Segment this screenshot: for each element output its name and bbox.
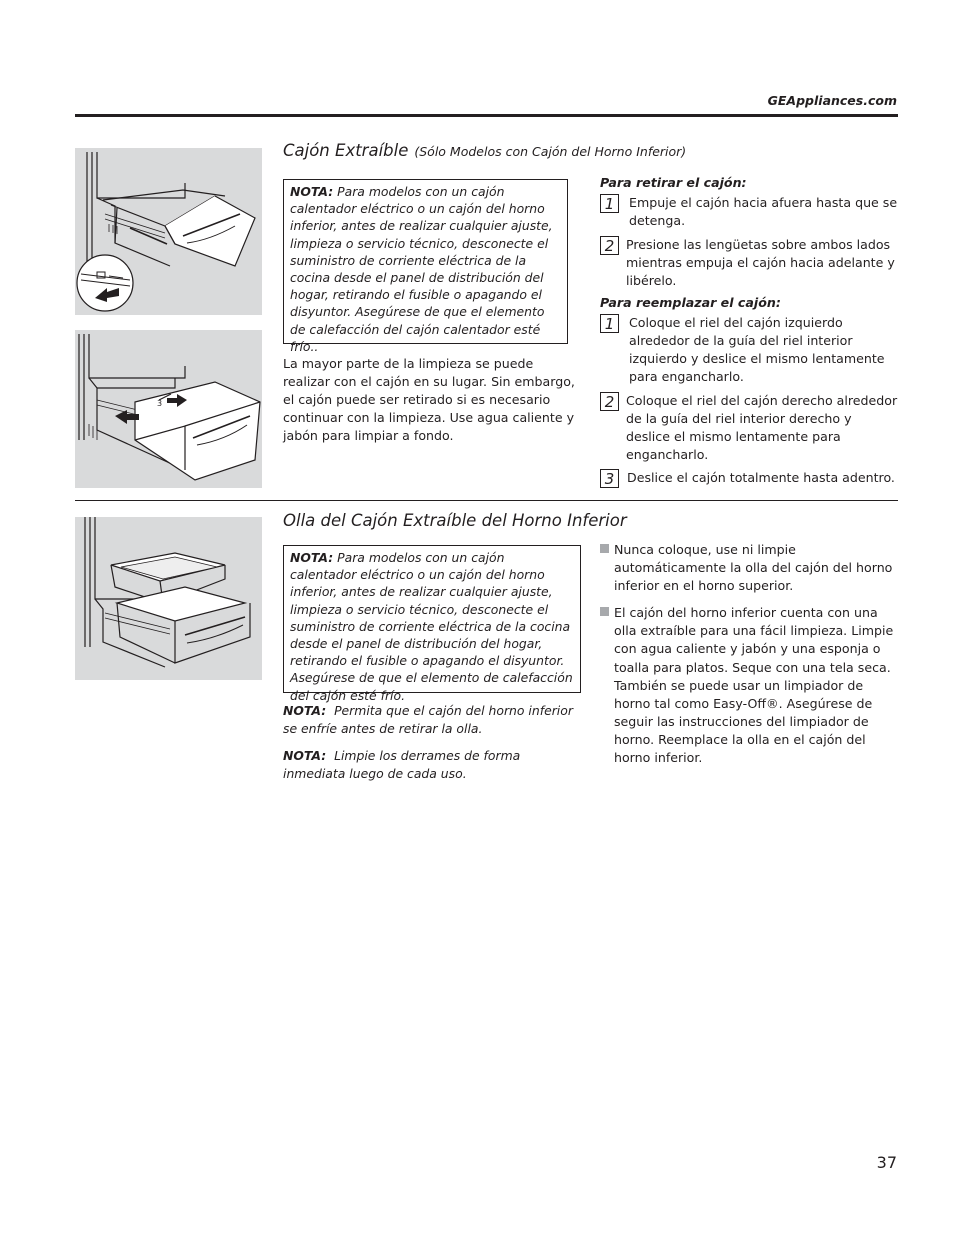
- pan-removal-illustration: [75, 517, 262, 680]
- step-number: 1: [600, 314, 619, 333]
- step-text: Coloque el riel del cajón derecho alrededor de la guía del riel interior derecho y deslice el mismo lentamente para engancharlo.: [626, 393, 898, 462]
- section-title-text: Cajón Extraíble: [283, 141, 409, 160]
- step-text: Presione las lengüetas sobre ambos lados mientras empuja el cajón hacia adelante y libérelo.: [626, 237, 895, 288]
- website-url: GEAppliances.com: [767, 93, 897, 108]
- step-number: 2: [600, 392, 619, 411]
- step-number: 1: [600, 194, 619, 213]
- top-divider: [75, 114, 898, 117]
- remove-step-2: [600, 236, 898, 290]
- note-label: NOTA:: [290, 184, 334, 199]
- replace-step-3: [600, 469, 898, 488]
- note-text: Para modelos con un cajón calentador eléctrico o un cajón del horno inferior, antes de realizar cualquier ajuste, limpieza o servicio técnico, desconecte el suministro de corriente eléctrica de la cocina desde el panel de distribución del hogar, retirando el fusible o apagando el disyuntor. Asegúrese de que el elemento de calefacción del cajón esté frío.: [290, 550, 573, 703]
- drawer-replace-illustration: [75, 330, 262, 488]
- note-text: Limpie los derrames de forma inmediata luego de cada uso.: [283, 748, 521, 781]
- spill-note: [283, 747, 583, 783]
- step-number: 3: [600, 469, 619, 488]
- section-title-cajon-extraible: [283, 141, 686, 160]
- section-divider: [75, 500, 898, 501]
- step-number: 2: [600, 236, 619, 255]
- replace-heading: Para reemplazar el cajón:: [600, 295, 781, 310]
- bullet-text: Nunca coloque, use ni limpie automáticamente la olla del cajón del horno inferior en el horno superior.: [614, 542, 893, 594]
- remove-heading: Para retirar el cajón:: [600, 175, 747, 190]
- bullet-square-icon: [600, 607, 609, 616]
- safety-note-box-2: [283, 545, 581, 703]
- svg-text:3: 3: [157, 399, 163, 408]
- section-title-olla: Olla del Cajón Extraíble del Horno Inferior: [283, 511, 627, 530]
- step-text: Coloque el riel del cajón izquierdo alrededor de la guía del riel interior izquierdo y deslice el mismo lentamente para engancharlo.: [629, 315, 885, 384]
- list-item: [600, 541, 896, 595]
- note-text: Permita que el cajón del horno inferior se enfríe antes de retirar la olla.: [283, 703, 573, 736]
- section-subtitle: (Sólo Modelos con Cajón del Horno Inferior): [414, 144, 687, 159]
- replace-step-2: [600, 392, 898, 464]
- note-label: NOTA:: [283, 748, 327, 763]
- cooling-note: [283, 702, 583, 738]
- step-text: Deslice el cajón totalmente hasta adentro.: [627, 470, 895, 485]
- note-label: NOTA:: [290, 550, 334, 565]
- cleaning-paragraph: La mayor parte de la limpieza se puede realizar con el cajón en su lugar. Sin embargo, el cajón puede ser retirado si es necesario continuar con la limpieza. Use agua caliente y jabón para limpiar a fondo.: [283, 356, 575, 444]
- drawer-removal-illustration: [75, 148, 262, 315]
- remove-step-1: [600, 194, 898, 230]
- page-number: 37: [876, 1153, 897, 1172]
- note-label: NOTA:: [283, 703, 327, 718]
- step-text: Empuje el cajón hacia afuera hasta que se detenga.: [629, 195, 898, 228]
- bullet-square-icon: [600, 544, 609, 553]
- remove-drawer-instructions: [600, 175, 898, 488]
- pan-bullet-list: [600, 541, 896, 767]
- list-item: [600, 604, 896, 767]
- replace-step-1: [600, 314, 898, 386]
- safety-note-box: [283, 179, 568, 354]
- note-text: Para modelos con un cajón calentador eléctrico o un cajón del horno inferior, antes de realizar cualquier ajuste, limpieza o servicio técnico, desconecte el suministro de corriente eléctrica de la cocina desde el panel de distribución del hogar, retirando el fusible o apagando el disyuntor. Asegúrese de que el elemento de calefacción del cajón calentador esté frío..: [290, 184, 553, 354]
- bullet-text: El cajón del horno inferior cuenta con una olla extraíble para una fácil limpieza. Limpie con agua caliente y jabón y una esponja o toalla para platos. Seque con una tela seca. También se puede usar un limpiador de horno tal como Easy-Off®. Asegúrese de seguir las instrucciones del limpiador de horno. Reemplace la olla en el cajón del horno inferior.: [614, 605, 894, 766]
